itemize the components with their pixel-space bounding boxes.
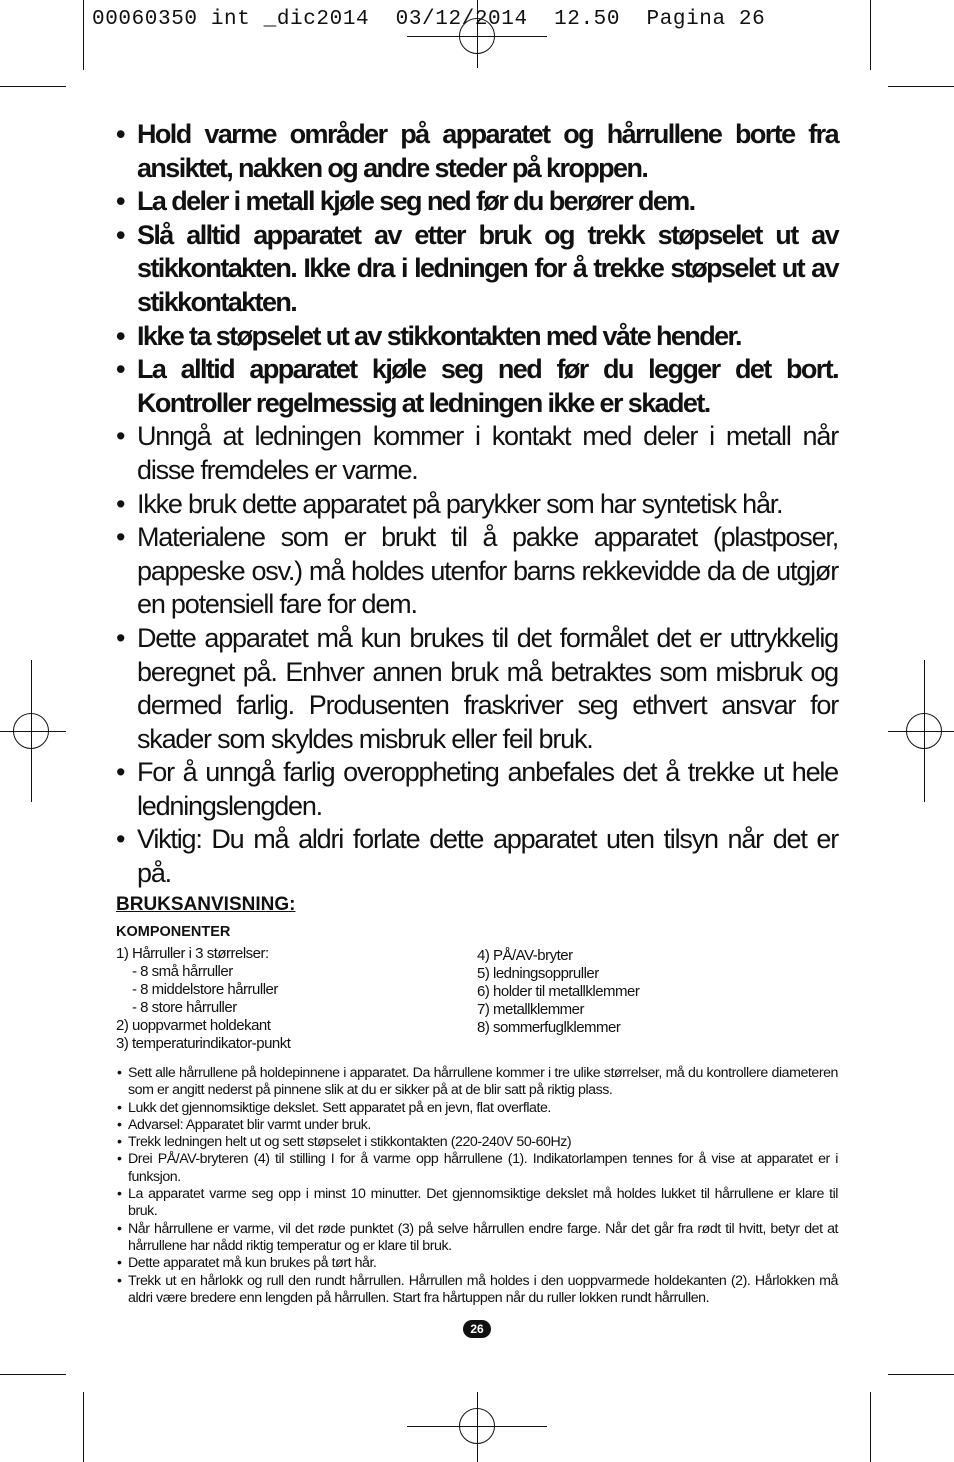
instructions-heading: BRUKSANVISNING:	[116, 894, 296, 915]
instruction-item: • Sett alle hårrullene på holdepinnene i apparatet. Da hårrullene kommer i tre ulike størrelser, må du kontrollere diameteren som er angitt nederst på pinnene slik at du er sikker på at de blir satt på riktig plass.	[116, 1065, 838, 1100]
component-item: 4) PÅ/AV-bryter	[477, 947, 573, 964]
component-item: - 8 store hårruller	[132, 999, 237, 1016]
registration-line	[0, 731, 66, 732]
component-item: 5) ledningsoppruller	[477, 965, 599, 982]
component-item: 7) metallklemmer	[477, 1001, 585, 1018]
page-number-badge: 26	[463, 1320, 491, 1338]
registration-line	[924, 660, 925, 802]
warning-item: • La deler i metall kjøle seg ned før du berører dem.	[116, 185, 838, 219]
crop-mark	[83, 0, 84, 70]
instruction-item: • Trekk ut en hårlokk og rull den rundt hårrullen. Hårrullen må holdes i den uoppvarmede holdekanten (2). Hårlokken må aldri være bredere enn lengden på hårrullen. Start fra hårtuppen når du ruller lokken rundt hårrullen.	[116, 1273, 838, 1308]
warning-item: • Hold varme områder på apparatet og hårrullene borte fra ansiktet, nakken og andre steder på kroppen.	[116, 118, 838, 185]
registration-line	[888, 731, 954, 732]
crop-mark	[0, 86, 66, 87]
instruction-item: • Lukk det gjennomsiktige dekslet. Sett apparatet på en jevn, flat overflate.	[116, 1100, 838, 1117]
registration-line	[31, 660, 32, 802]
component-item: - 8 små hårruller	[132, 963, 233, 980]
crop-mark	[83, 1392, 84, 1462]
instruction-item: • Dette apparatet må kun brukes på tørt hår.	[116, 1255, 838, 1272]
safety-warnings-list	[116, 118, 838, 891]
warning-item: • Dette apparatet må kun brukes til det formålet det er uttrykkelig beregnet på. Enhver annen bruk må betraktes som misbruk og dermed farlig. Produsenten fraskriver seg ethvert ansvar for skader som skyldes misbruk eller feil bruk.	[116, 622, 838, 756]
warning-item: • For å unngå farlig overoppheting anbefales det å trekke ut hele ledningslengden.	[116, 756, 838, 823]
crop-mark	[870, 1392, 871, 1462]
component-item: 1) Hårruller i 3 størrelser:	[116, 945, 269, 962]
components-list-left	[116, 945, 290, 1053]
crop-mark	[0, 1374, 66, 1375]
component-item: 2) uoppvarmet holdekant	[116, 1017, 271, 1034]
components-heading: KOMPONENTER	[116, 924, 231, 940]
warning-item: • La alltid apparatet kjøle seg ned før du legger det bort. Kontroller regelmessig at ledningen ikke er skadet.	[116, 353, 838, 420]
instruction-item: • Advarsel: Apparatet blir varmt under bruk.	[116, 1117, 838, 1134]
warning-item: • Slå alltid apparatet av etter bruk og trekk støpselet ut av stikkontakten. Ikke dra i ledningen for å trekke støpselet ut av stikkontakten.	[116, 219, 838, 320]
instruction-item: • Drei PÅ/AV-bryteren (4) til stilling I for å varme opp hårrullene (1). Indikatorlampen tennes for å vise at apparatet er i funksjon.	[116, 1151, 838, 1186]
print-slug: 00060350 int _dic2014 03/12/2014 12.50 Pagina 26	[92, 8, 766, 31]
instruction-item: • Trekk ledningen helt ut og sett støpselet i stikkontakten (220-240V 50-60Hz)	[116, 1134, 838, 1151]
warning-item: • Ikke ta støpselet ut av stikkontakten med våte hender.	[116, 320, 838, 354]
crop-mark	[870, 0, 871, 70]
crop-mark	[888, 1374, 954, 1375]
component-item: 3) temperaturindikator-punkt	[116, 1035, 291, 1052]
warning-item: • Viktig: Du må aldri forlate dette apparatet uten tilsyn når det er på.	[116, 823, 838, 890]
warning-item: • Materialene som er brukt til å pakke apparatet (plastposer, pappeske osv.) må holdes utenfor barns rekkevidde da de utgjør en potensiell fare for dem.	[116, 521, 838, 622]
crop-mark	[888, 86, 954, 87]
component-item: 8) sommerfuglklemmer	[477, 1019, 621, 1036]
components-list-right	[477, 947, 639, 1037]
warning-item: • Ikke bruk dette apparatet på parykker som har syntetisk hår.	[116, 488, 838, 522]
usage-instructions-list	[116, 1065, 838, 1307]
instruction-item: • La apparatet varme seg opp i minst 10 minutter. Det gjennomsiktige dekslet må holdes lukket til hårrullene er klare til bruk.	[116, 1186, 838, 1221]
component-item: - 8 middelstore hårruller	[132, 981, 278, 998]
instruction-item: • Når hårrullene er varme, vil det røde punktet (3) på selve hårrullen endre farge. Når det går fra rødt til hvitt, betyr det at hårrullene har nådd riktig temperatur og er klare til bruk.	[116, 1221, 838, 1256]
registration-line	[477, 1392, 478, 1462]
warning-item: • Unngå at ledningen kommer i kontakt med deler i metall når disse fremdeles er varme.	[116, 420, 838, 487]
component-item: 6) holder til metallklemmer	[477, 983, 640, 1000]
